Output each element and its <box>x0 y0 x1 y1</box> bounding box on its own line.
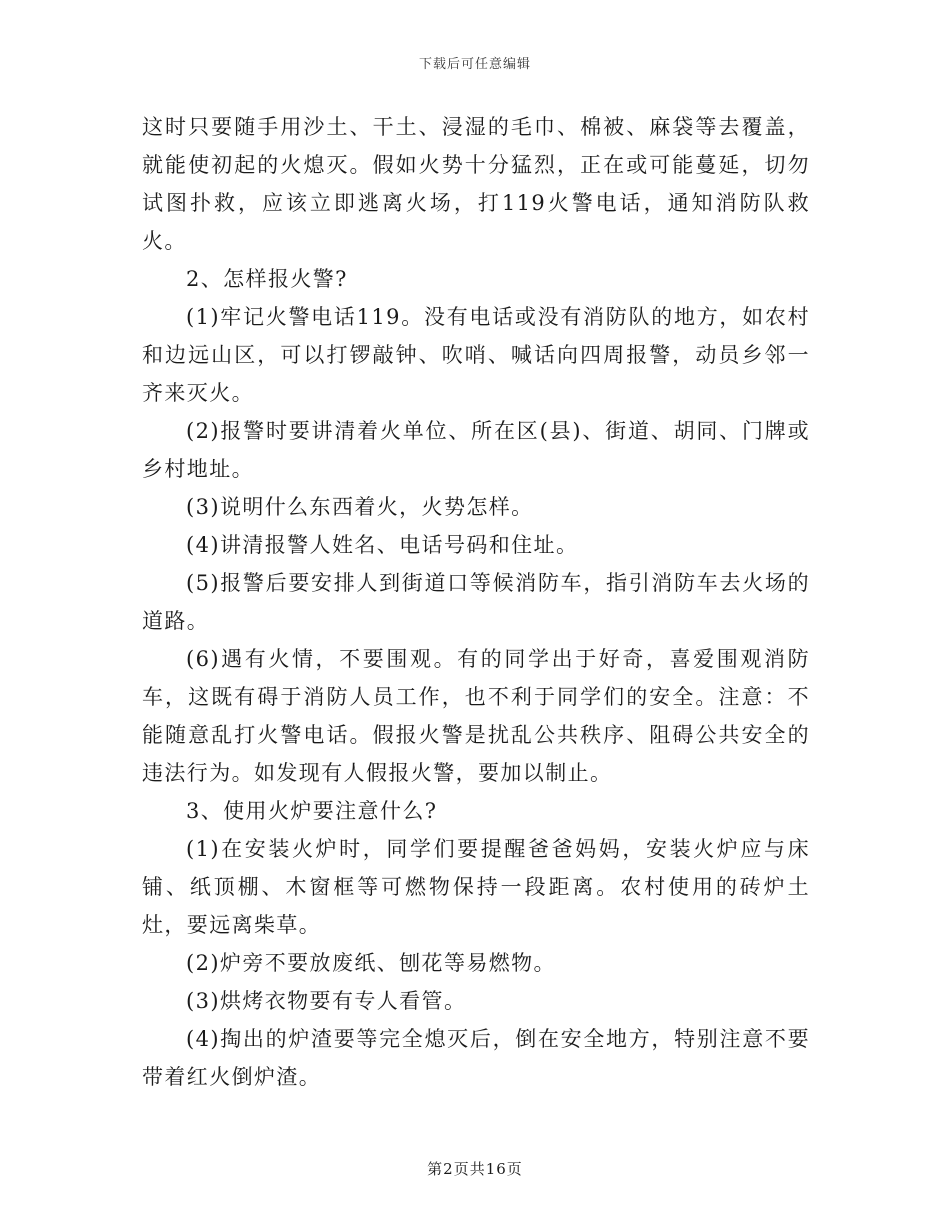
section-heading-3: 3、使用火炉要注意什么? <box>186 799 438 823</box>
list-item: (5)报警后要安排人到街道口等候消防车，指引消防车去火场的道路。 <box>142 571 810 633</box>
paragraph-1: 这时只要随手用沙土、干土、浸湿的毛巾、棉被、麻袋等去覆盖，就能使初起的火熄灭。假如火势十分猛烈，正在或可能蔓延，切勿试图扑救，应该立即逃离火场，打119火警电话，通知消防队救火。 <box>142 115 810 253</box>
header-note: 下载后可任意编辑 <box>418 57 531 72</box>
list-item: (4)掏出的炉渣要等完全熄灭后，倒在安全地方，特别注意不要带着红火倒炉渣。 <box>142 1027 810 1089</box>
page-number: 第2页共16页 <box>427 1160 523 1178</box>
list-item: (1)在安装火炉时，同学们要提醒爸爸妈妈，安装火炉应与床铺、纸顶棚、木窗框等可燃物保持一段距离。农村使用的砖炉土灶，要远离柴草。 <box>142 837 810 937</box>
list-item: (4)讲清报警人姓名、电话号码和住址。 <box>186 533 579 557</box>
list-item: (1)牢记火警电话119。没有电话或没有消防队的地方，如农村和边远山区，可以打锣敲钟、吹哨、喊话向四周报警，动员乡邻一齐来灭火。 <box>142 305 810 405</box>
list-item: (2)炉旁不要放废纸、刨花等易燃物。 <box>186 951 556 975</box>
list-item: (6)遇有火情，不要围观。有的同学出于好奇，喜爱围观消防车，这既有碍于消防人员工作，也不利于同学们的安全。注意：不能随意乱打火警电话。假报火警是扰乱公共秩序、阻碍公共安全的违法行为。如发现有人假报火警，要加以制止。 <box>142 647 810 785</box>
section-heading-2: 2、怎样报火警? <box>186 267 348 291</box>
list-item: (3)烘烤衣物要有专人看管。 <box>186 989 467 1013</box>
document-body <box>142 108 810 1096</box>
list-item: (2)报警时要讲清着火单位、所在区(县)、街道、胡同、门牌或乡村地址。 <box>142 419 810 481</box>
list-item: (3)说明什么东西着火，火势怎样。 <box>186 495 534 519</box>
